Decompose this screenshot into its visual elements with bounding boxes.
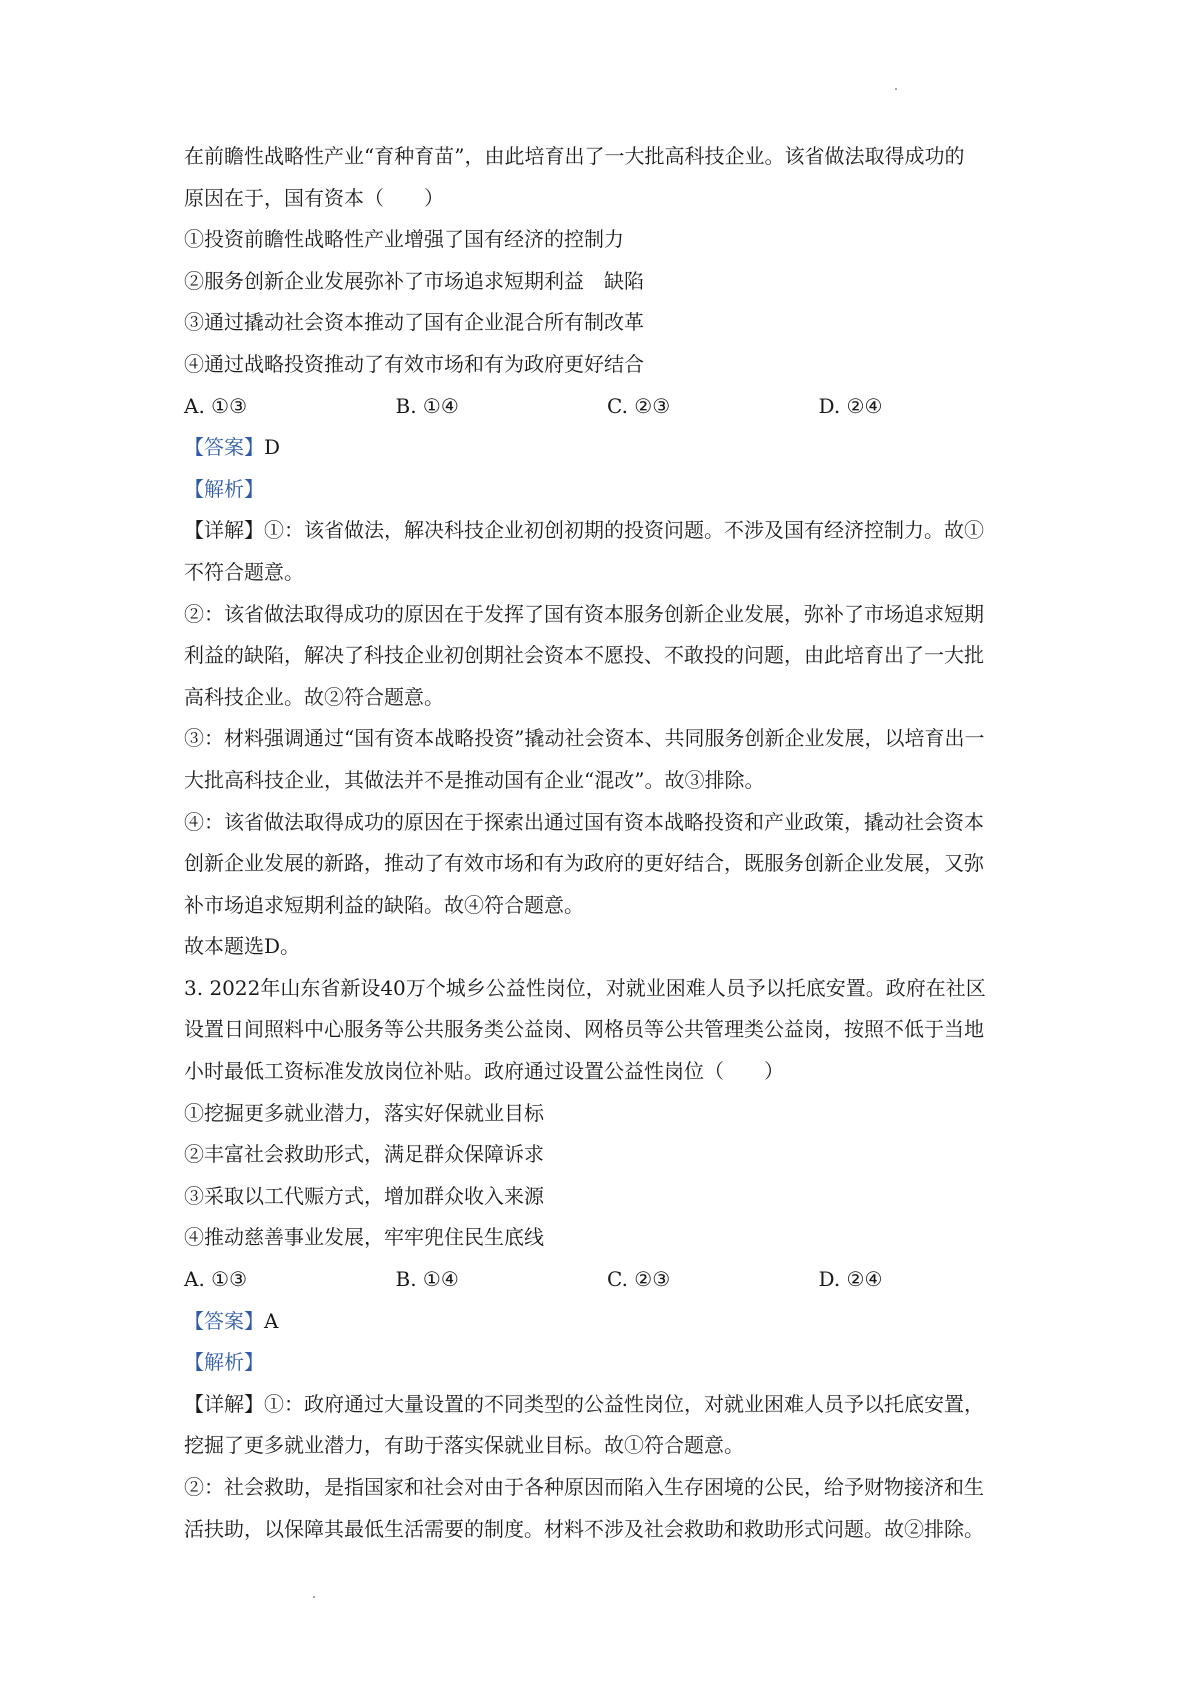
option-a: A. ①③ — [184, 1267, 248, 1292]
option-c: C. ②③ — [607, 393, 671, 418]
list-item: ④通过战略投资推动了有效市场和有为政府更好结合 — [184, 351, 644, 376]
detail-text: ①：该省做法，解决科技企业初创初期的投资问题。不涉及国有经济控制力。故① — [264, 518, 984, 543]
detail-line: 创新企业发展的新路，推动了有效市场和有为政府的更好结合，既服务创新企业发展，又弥 — [184, 851, 984, 876]
detail-line: 高科技企业。故②符合题意。 — [184, 684, 444, 709]
q2-items — [184, 219, 1030, 385]
q2-options — [184, 386, 1030, 428]
detail-line: 故本题选D。 — [184, 934, 301, 959]
detail-line: 挖掘了更多就业潜力，有助于落实保就业目标。故①符合题意。 — [184, 1433, 744, 1458]
stem-line: 设置日间照料中心服务等公共服务类公益岗、网格员等公共管理类公益岗，按照不低于当地 — [184, 1017, 984, 1042]
option-b: B. ①④ — [395, 393, 459, 418]
q3-items — [184, 1093, 1030, 1259]
detail-line: 不符合题意。 — [184, 559, 304, 584]
detail-line — [184, 510, 1030, 552]
q3-detail — [184, 1384, 1030, 1550]
analysis-tag: 【解析】 — [184, 1350, 264, 1375]
document-body — [184, 136, 1030, 1550]
detail-line: 利益的缺陷，解决了科技企业初创期社会资本不愿投、不敢投的问题，由此培育出了一大批 — [184, 643, 984, 668]
detail-line: 活扶助，以保障其最低生活需要的制度。材料不涉及社会救助和救助形式问题。故②排除。 — [184, 1516, 984, 1541]
q3-options — [184, 1259, 1030, 1301]
detail-line: ③：材料强调通过“国有资本战略投资”撬动社会资本、共同服务创新企业发展，以培育出一 — [184, 726, 985, 751]
answer-value: A — [264, 1308, 279, 1333]
detail-line: ②：社会救助，是指国家和社会对由于各种原因而陷入生存困境的公民，给予财物接济和生 — [184, 1475, 984, 1499]
detail-line: ②：该省做法取得成功的原因在于发挥了国有资本服务创新企业发展，弥补了市场追求短期 — [184, 601, 984, 626]
detail-line: 补市场追求短期利益的缺陷。故④符合题意。 — [184, 892, 584, 917]
q2-answer — [184, 427, 1030, 469]
list-item: ②丰富社会救助形式，满足群众保障诉求 — [184, 1142, 544, 1167]
option-d: D. ②④ — [818, 1267, 883, 1292]
stem-line: 在前瞻性战略性产业“育种育苗”，由此培育出了一大批高科技企业。该省做法取得成功的 — [184, 144, 965, 168]
answer-tag: 【答案】 — [184, 1308, 264, 1333]
top-mark — [895, 88, 897, 90]
list-item: ④推动慈善事业发展，牢牢兜住民生底线 — [184, 1225, 544, 1250]
q3-analysis — [184, 1342, 1030, 1384]
stem-line: 小时最低工资标准发放岗位补贴。政府通过设置公益性岗位（ ） — [184, 1059, 784, 1084]
q2-detail — [184, 510, 1030, 968]
answer-tag: 【答案】 — [184, 435, 264, 460]
detail-tag: 【详解】 — [184, 1391, 264, 1416]
list-item: ①投资前瞻性战略性产业增强了国有经济的控制力 — [184, 227, 624, 252]
list-item: ③采取以工代赈方式，增加群众收入来源 — [184, 1183, 544, 1208]
q3-answer — [184, 1301, 1030, 1343]
list-item: ②服务创新企业发展弥补了市场追求短期利益 缺陷 — [184, 268, 644, 293]
option-b: B. ①④ — [395, 1267, 459, 1292]
bottom-mark — [313, 1596, 315, 1598]
detail-line: ④：该省做法取得成功的原因在于探索出通过国有资本战略投资和产业政策，撬动社会资本 — [184, 809, 984, 834]
list-item: ③通过撬动社会资本推动了国有企业混合所有制改革 — [184, 310, 644, 335]
q2-analysis — [184, 469, 1030, 511]
list-item: ①挖掘更多就业潜力，落实好保就业目标 — [184, 1100, 544, 1125]
q3-stem — [184, 968, 1030, 1093]
stem-line: 原因在于，国有资本（ ） — [184, 185, 444, 210]
analysis-tag: 【解析】 — [184, 476, 264, 501]
detail-line — [184, 1384, 1030, 1426]
option-d: D. ②④ — [818, 393, 883, 418]
detail-text: ①：政府通过大量设置的不同类型的公益性岗位，对就业困难人员予以托底安置， — [264, 1391, 984, 1416]
stem-line: 3. 2022年山东省新设40万个城乡公益性岗位，对就业困难人员予以托底安置。政府在社区 — [184, 975, 986, 1000]
option-c: C. ②③ — [607, 1267, 671, 1292]
detail-tag: 【详解】 — [184, 518, 264, 543]
answer-value: D — [264, 435, 281, 460]
option-a: A. ①③ — [184, 393, 248, 418]
q2-stem — [184, 136, 1030, 219]
detail-line: 大批高科技企业，其做法并不是推动国有企业“混改”。故③排除。 — [184, 767, 765, 792]
